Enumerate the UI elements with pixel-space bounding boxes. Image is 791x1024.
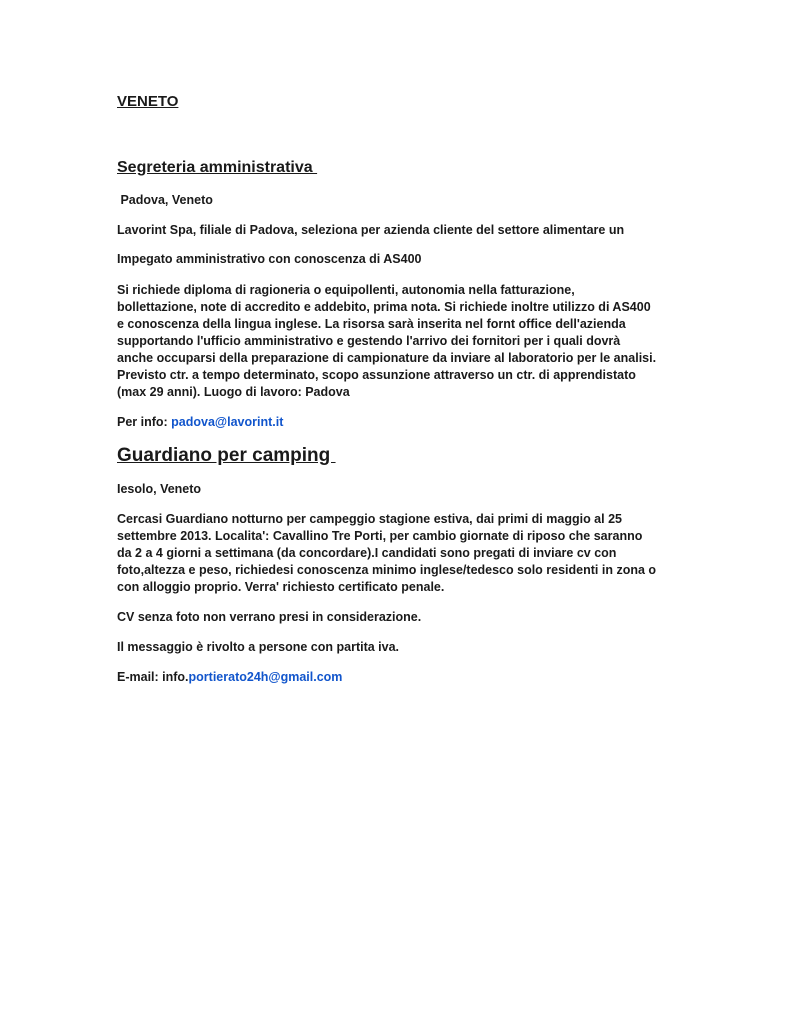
job2-description: Cercasi Guardiano notturno per campeggio stagione estiva, dai primi di maggio al 25 settembre 2013. Localita': Cavallino Tre Porti, per cambio giornate di riposo che saranno da 2 a 4 giorni a settimana (da concordare).I candidati sono pregati di inviare cv con foto,altezza e peso, richiedesi conoscenza minimo inglese/tedesco solo residenti in zona o con alloggio proprio. Verra' richiesto certificato penale. [117, 512, 657, 594]
job1-intro: Lavorint Spa, filiale di Padova, seleziona per azienda cliente del settore alimentare un [117, 223, 625, 237]
job1-description: Si richiede diploma di ragioneria o equipollenti, autonomia nella fatturazione, bollettazione, note di accredito e addebito, prima nota. Si richiede inoltre utilizzo di AS400 e conoscenza della lingua inglese. La risorsa sarà inserita nel fornt office dell'azienda supportando l'ufficio amministrativo e gestendo l'arrivo dei fornitori per i quali dovrà anche occuparsi della preparazione di campionature da inviare al laboratorio per le analisi. Previsto ctr. a tempo determinato, scopo assunzione attraverso un ctr. di apprendistato (max 29 anni). Luogo di lavoro: Padova [117, 283, 657, 399]
job2-contact [117, 669, 687, 686]
job1-role: Impegato amministrativo con conoscenza di AS400 [117, 252, 422, 266]
region-heading: VENETO [117, 93, 179, 110]
job1-contact [117, 414, 687, 431]
job2-title: Guardiano per camping [117, 445, 336, 466]
job1-email-link[interactable]: padova@lavorint.it [171, 415, 284, 429]
job2-location: Iesolo, Veneto [117, 482, 202, 496]
job2-contact-label: E-mail: info. [117, 670, 189, 684]
job2-piva-note: Il messaggio è rivolto a persone con partita iva. [117, 640, 400, 654]
job1-title: Segreteria amministrativa [117, 159, 318, 176]
job2-email-link[interactable]: portierato24h@gmail.com [188, 670, 343, 684]
job1-contact-label: Per info: [117, 415, 172, 429]
job2-cv-note: CV senza foto non verrano presi in considerazione. [117, 610, 422, 624]
job1-location: Padova, Veneto [117, 193, 213, 207]
